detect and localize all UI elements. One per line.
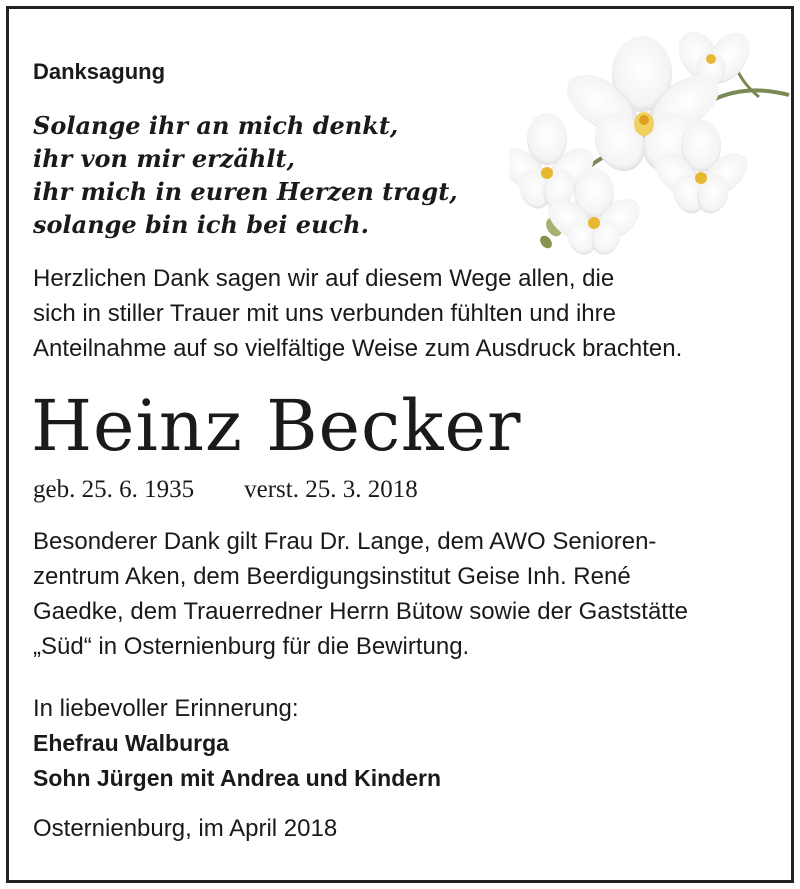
orchid-icon: [509, 17, 794, 257]
mourner-wife: Ehefrau Walburga: [33, 730, 229, 756]
poem-line: ihr von mir erzählt,: [33, 144, 295, 173]
life-dates: [33, 473, 418, 507]
memory-intro: In liebevoller Erinnerung:: [33, 695, 299, 722]
poem-line: Solange ihr an mich denkt,: [33, 111, 399, 140]
special-thanks-line: zentrum Aken, dem Beerdigungsinstitut Geise Inh. René: [33, 563, 631, 590]
poem-line: solange bin ich bei euch.: [33, 210, 369, 239]
poem-line: ihr mich in euren Herzen tragt,: [33, 177, 458, 206]
mourner-son: Sohn Jürgen mit Andrea und Kindern: [33, 765, 442, 791]
obituary-card: [6, 6, 794, 883]
thanks-line: Anteilnahme auf so vielfältige Weise zum Ausdruck brachten.: [33, 335, 683, 362]
general-thanks: [33, 261, 682, 366]
special-thanks-line: Besonderer Dank gilt Frau Dr. Lange, dem AWO Senioren-: [33, 528, 657, 555]
thanks-line: sich in stiller Trauer mit uns verbunden fühlten und ihre: [33, 300, 616, 327]
poem: [33, 109, 458, 241]
memory-signature: [33, 691, 441, 796]
thanks-line: Herzlichen Dank sagen wir auf diesem Wege allen, die: [33, 265, 615, 292]
deceased-name: Heinz Becker: [31, 385, 522, 467]
special-thanks-line: „Süd“ in Osternienburg für die Bewirtung.: [33, 633, 470, 660]
place-date: Osternienburg, im April 2018: [33, 815, 338, 842]
special-thanks-line: Gaedke, dem Trauerredner Herrn Bütow sowie der Gaststätte: [33, 598, 688, 625]
death-date: verst. 25. 3. 2018: [244, 476, 418, 503]
header-label: Danksagung: [33, 59, 166, 84]
birth-date: geb. 25. 6. 1935: [33, 476, 195, 503]
special-thanks: [33, 524, 688, 664]
